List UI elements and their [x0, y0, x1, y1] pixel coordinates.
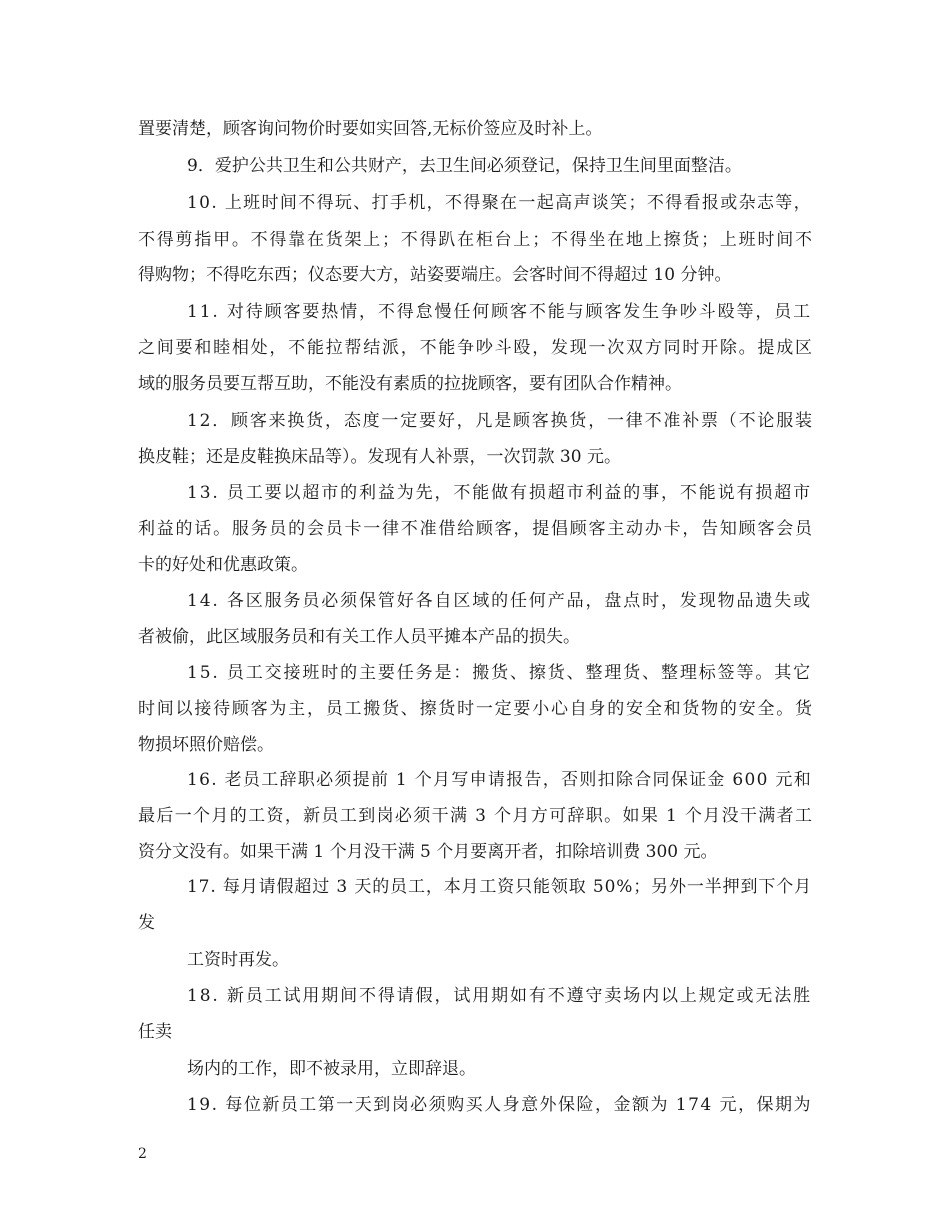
text-line: 者被偷，此区域服务员和有关工作人员平摊本产品的损失。 — [138, 627, 580, 647]
text-line: 15. 员工交接班时的主要任务是：搬货、擦货、整理货、整理标签等。其它 — [187, 663, 812, 683]
text-line: 物损坏照价赔偿。 — [138, 735, 274, 755]
text-line: 利益的话。服务员的会员卡一律不准借给顾客，提倡顾客主动办卡，告知顾客会员 — [138, 519, 814, 539]
text-line: 18. 新员工试用期间不得请假，试用期如有不遵守卖场内以上规定或无法胜 — [187, 986, 812, 1006]
page-number: 2 — [138, 1146, 147, 1162]
text-line: 16. 老员工辞职必须提前 1 个月写申请报告，否则扣除合同保证金 600 元和 — [187, 770, 812, 790]
text-line: 11. 对待顾客要热情，不得怠慢任何顾客不能与顾客发生争吵斗殴等，员工 — [187, 302, 812, 322]
text-line: 卡的好处和优惠政策。 — [138, 555, 308, 575]
text-line: 换皮鞋；还是皮鞋换床品等）。发现有人补票，一次罚款 30 元。 — [138, 447, 621, 467]
text-line: 19. 每位新员工第一天到岗必须购买人身意外保险，金额为 174 元，保期为 — [187, 1095, 812, 1115]
text-line: 最后一个月的工资，新员工到岗必须干满 3 个月方可辞职。如果 1 个月没干满者工 — [138, 806, 814, 826]
text-line: 时间以接待顾客为主，员工搬货、擦货时一定要小心自身的安全和货物的安全。货 — [138, 699, 814, 719]
text-line: 14. 各区服务员必须保管好各自区域的任何产品，盘点时，发现物品遗失或 — [187, 591, 812, 611]
text-line: 置要清楚，顾客询问物价时要如实回答,无标价签应及时补上。 — [138, 119, 603, 139]
text-line: 发 — [138, 913, 155, 933]
text-line: 域的服务员要互帮互助，不能没有素质的拉拢顾客，要有团队合作精神。 — [138, 374, 682, 394]
text-line: 工资时再发。 — [187, 950, 289, 970]
text-line: 场内的工作，即不被录用，立即辞退。 — [187, 1059, 476, 1079]
text-line: 任卖 — [138, 1022, 172, 1042]
text-line: 17. 每月请假超过 3 天的员工，本月工资只能领取 50%；另外一半押到下个月 — [187, 877, 812, 897]
text-line: 得购物；不得吃东西；仪态要大方，站姿要端庄。会客时间不得超过 10 分钟。 — [138, 265, 732, 285]
text-line: 12．顾客来换货，态度一定要好，凡是顾客换货，一律不准补票（不论服装 — [187, 411, 814, 431]
text-line: 10. 上班时间不得玩、打手机，不得聚在一起高声谈笑；不得看报或杂志等， — [187, 193, 812, 213]
text-line: 资分文没有。如果干满 1 个月没干满 5 个月要离开者，扣除培训费 300 元。 — [138, 842, 718, 862]
text-line: 9．爱护公共卫生和公共财产，去卫生间必须登记，保持卫生间里面整洁。 — [187, 156, 742, 176]
text-line: 13. 员工要以超市的利益为先，不能做有损超市利益的事，不能说有损超市 — [187, 483, 812, 503]
text-line: 之间要和睦相处，不能拉帮结派，不能争吵斗殴，发现一次双方同时开除。提成区 — [138, 338, 814, 358]
text-line: 不得剪指甲。不得靠在货架上；不得趴在柜台上；不得坐在地上擦货；上班时间不 — [138, 230, 814, 250]
